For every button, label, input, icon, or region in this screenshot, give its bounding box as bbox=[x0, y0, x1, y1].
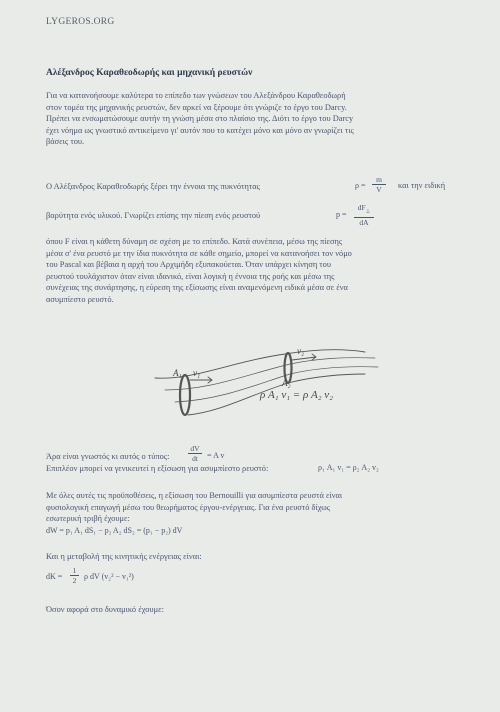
flow-denominator: dt bbox=[192, 454, 198, 463]
pressure-fraction bbox=[354, 203, 374, 227]
flow-tube-sketch bbox=[150, 340, 410, 440]
kinetic-denominator: 2 bbox=[72, 576, 77, 585]
continuity-paragraph bbox=[46, 236, 458, 306]
tube-top-edge bbox=[155, 350, 365, 378]
density-denominator: V bbox=[376, 185, 382, 194]
paragraph-line: φυσιολογική επαγωγή μέσω του θεωρήματος έργου-ενέργειας. Για ένα ρευστό δίχως bbox=[46, 502, 331, 512]
article-title: Αλέξανδρος Καραθεοδωρής και μηχανική ρευστών bbox=[46, 68, 253, 78]
site-name: LYGEROS.ORG bbox=[46, 17, 115, 27]
bernoulli-paragraph bbox=[46, 490, 458, 525]
pressure-denominator: dA bbox=[359, 217, 369, 227]
kinetic-fraction bbox=[70, 566, 79, 585]
cross-section-a1 bbox=[180, 375, 190, 415]
flow-fraction bbox=[188, 444, 202, 463]
kinetic-text: Και η μεταβολή της κινητικής ενέργειας είναι: bbox=[46, 552, 202, 561]
density-fraction bbox=[372, 175, 386, 194]
flow-text: Άρα είναι γνωστός κι αυτός ο τύπος: bbox=[46, 452, 170, 461]
kinetic-numerator: 1 bbox=[70, 566, 79, 576]
density-formula-lhs: ρ = bbox=[355, 181, 366, 190]
generalization-formula: ρ₁ A₁ v₁ = ρ₂ A₂ v₂ bbox=[318, 463, 379, 472]
intro-line: Πρέπει να ενσωματώσουμε αυτήν τη γνώση μέσα στο πλαίσιο της. Διότι το έργο του Darcy bbox=[46, 114, 354, 124]
pressure-formula-lhs: p = bbox=[336, 210, 347, 219]
paragraph-line: εσωτερική τριβή έχουμε: bbox=[46, 514, 130, 524]
label-a1: A₁ bbox=[173, 368, 182, 378]
potential-text: Όσον αφορά στο δυναμικό έχουμε: bbox=[46, 605, 164, 614]
flow-numerator: dV bbox=[188, 444, 202, 454]
label-v1: v₁ bbox=[193, 368, 201, 378]
density-tail: και την ειδική bbox=[398, 181, 446, 190]
paragraph-line: ασυμπίεστο ρευστό. bbox=[46, 294, 114, 304]
intro-paragraph bbox=[46, 90, 458, 148]
work-formula: dW = p₁ A₁ dS₁ − p₂ A₂ dS₂ = (p₁ − p₂) dV bbox=[46, 526, 183, 535]
continuity-equation-sketch: ρ A₁ v₁ = ρ A₂ v₂ bbox=[260, 389, 333, 401]
intro-line: έχει νόημα ως γνωστικό αντικείμενο γι' αυτόν που το κατέχει μόνο και μόνο αν γνωρίζει τις bbox=[46, 125, 354, 135]
paragraph-line: όπου F είναι η κάθετη δύναμη σε σχέση με το επίπεδο. Κατά συνέπεια, μέσω της πίεσης bbox=[46, 237, 343, 246]
paragraph-line: μέσα σ' ένα ρευστό με την ίδια πυκνότητα σε κάθε σημείο, μπορεί να κατανοήσει τον νόμο bbox=[46, 248, 352, 258]
paragraph-line: συνέχειας της συνάρτησης, η εύρεση της εξίσωσης είναι αναμενόμενη ειδικά μέσα σε ένα bbox=[46, 283, 348, 293]
label-v2: v₂ bbox=[297, 346, 305, 356]
intro-line: βάσεις του. bbox=[46, 137, 85, 147]
generalization-text: Επιπλέον μπορεί να γενικευτεί η εξίσωση για ασυμπίεστο ρευστό: bbox=[46, 464, 269, 473]
pressure-text: βαρύτητα ενός υλικού. Γνωρίζει επίσης την πίεση ενός ρευστού bbox=[46, 211, 261, 220]
kinetic-lhs: dK = bbox=[46, 572, 63, 581]
pressure-perp: ⊥ bbox=[365, 209, 371, 215]
label-a2: A₂ bbox=[282, 378, 291, 388]
pressure-numerator: dF bbox=[357, 203, 366, 212]
paragraph-line: του Pascal και βέβαια η αρχή του Αρχιμήδη εξυπακούεται. Όταν υπάρχει κίνηση του bbox=[46, 260, 332, 270]
paragraph-line: ρευστού τουλάχιστον όταν είναι ιδανικό, είναι λογική η έννοια της ροής και μέσω της bbox=[46, 271, 335, 281]
intro-line: στον τομέα της μηχανικής ρευστών, δεν αρκεί να ξέρουμε ότι γνώριζε το έργο του Darcy. bbox=[46, 102, 347, 112]
kinetic-rhs: ρ dV (v₂² − v₁²) bbox=[84, 572, 134, 581]
intro-line: Για να κατανοήσουμε καλύτερα το επίπεδο των γνώσεων του Αλεξάνδρου Καραθεοδωρή bbox=[46, 91, 346, 100]
density-text: Ο Αλέξανδρος Καραθεοδωρής ξέρει την έννοια της πυκνότητας bbox=[46, 182, 260, 191]
paragraph-line: Με όλες αυτές τις προϋποθέσεις, η εξίσωση του Bernouilli για ασυμπίεστα ρευστά είναι bbox=[46, 491, 343, 500]
density-numerator: m bbox=[372, 175, 386, 185]
flow-rhs: = A v bbox=[207, 451, 225, 460]
